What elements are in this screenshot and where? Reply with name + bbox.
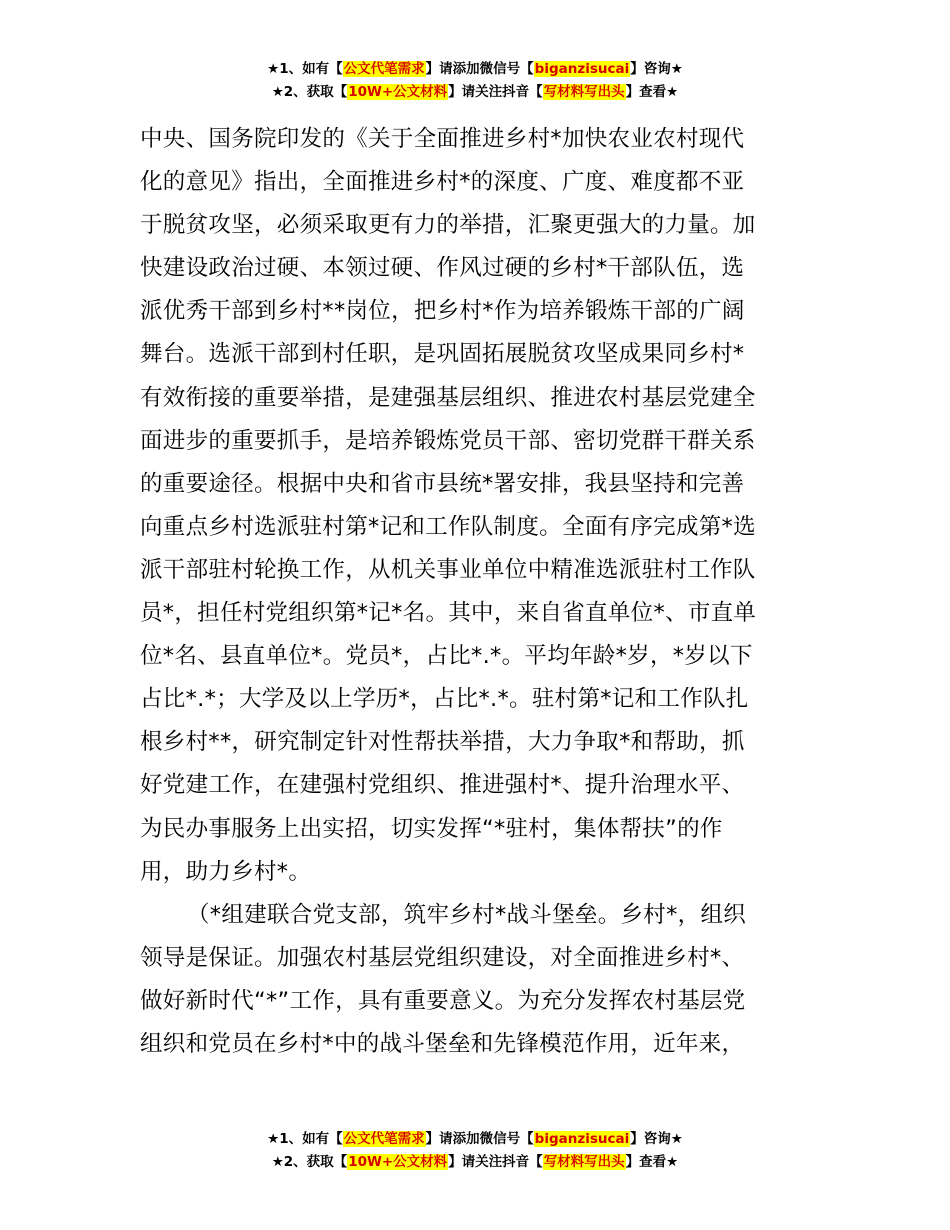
text-line: 化的意见》指出，全面推进乡村*的深度、广度、难度都不亚 (140, 169, 745, 196)
banner-suffix: 】咨询★ (630, 61, 683, 77)
text-line: 的重要途径。根据中央和省市县统*署安排，我县坚持和完善 (140, 470, 745, 497)
text-line: 中央、国务院印发的《关于全面推进乡村*加快农业农村现代 (140, 126, 745, 152)
materials-highlight: 10W+公文材料 (348, 1154, 448, 1170)
wechat-id-highlight: biganzisucai (534, 1131, 630, 1147)
text-line: 有效衔接的重要举措，是建强基层组织、推进农村基层党建全 (140, 384, 756, 411)
text-line: 员*，担任村党组织第*记*名。其中，来自省直单位*、市直单 (140, 600, 757, 627)
banner-middle: 】请关注抖音【 (448, 84, 543, 100)
text-line: 向重点乡村选派驻村第*记和工作队制度。全面有序完成第*选 (140, 513, 756, 540)
footer-line-2 (0, 1151, 950, 1174)
banner-prefix: ★1、如有【 (267, 1131, 343, 1147)
text-line: 派优秀干部到乡村**岗位，把乡村*作为培养锻炼干部的广阔 (140, 298, 745, 325)
banner-prefix: ★1、如有【 (267, 61, 343, 77)
footer-banner (0, 1128, 950, 1174)
text-line: 组织和党员在乡村*中的战斗堡垒和先锋模范作用，近年来， (140, 1030, 745, 1057)
banner-suffix: 】咨询★ (630, 1131, 683, 1147)
service-highlight: 公文代笔需求 (343, 1131, 425, 1147)
text-line: （*组建联合党支部，筑牢乡村*战斗堡垒。乡村*，组织 (187, 901, 747, 928)
banner-suffix: 】查看★ (625, 84, 679, 100)
text-line: 面进步的重要抓手，是培养锻炼党员干部、密切党群干群关系 (140, 427, 756, 454)
footer-line-1 (0, 1128, 950, 1151)
douyin-account-highlight: 写材料写出头 (543, 1154, 625, 1170)
text-line: 派干部驻村轮换工作，从机关事业单位中精准选派驻村工作队 (140, 556, 756, 583)
banner-middle: 】请添加微信号【 (425, 61, 534, 77)
text-line: 做好新时代“*”工作，具有重要意义。为充分发挥农村基层党 (140, 987, 746, 1014)
banner-prefix: ★2、获取【 (271, 1154, 348, 1170)
text-line: 舞台。选派干部到村任职，是巩固拓展脱贫攻坚成果同乡村* (140, 341, 745, 368)
text-line: 用，助力乡村*。 (140, 858, 312, 885)
text-line: 快建设政治过硬、本领过硬、作风过硬的乡村*干部队伍，选 (140, 255, 745, 282)
wechat-id-highlight: biganzisucai (534, 61, 630, 77)
banner-middle: 】请添加微信号【 (425, 1131, 534, 1147)
paragraph-1 (140, 118, 812, 894)
header-line-1 (0, 58, 950, 81)
text-line: 根乡村**，研究制定针对性帮扶举措，大力争取*和帮助，抓 (140, 729, 745, 756)
text-line: 位*名、县直单位*。党员*，占比*.*。平均年龄*岁，*岁以下 (140, 643, 753, 670)
document-body (140, 118, 812, 1066)
header-line-2 (0, 81, 950, 104)
text-line: 领导是保证。加强农村基层党组织建设，对全面推进乡村*、 (140, 944, 745, 971)
text-line: 好党建工作，在建强村党组织、推进强村*、提升治理水平、 (140, 772, 745, 799)
text-line: 占比*.*；大学及以上学历*，占比*.*。驻村第*记和工作队扎 (140, 686, 749, 713)
banner-middle: 】请关注抖音【 (448, 1154, 543, 1170)
text-line: 于脱贫攻坚，必须采取更有力的举措，汇聚更强大的力量。加 (140, 212, 756, 239)
douyin-account-highlight: 写材料写出头 (543, 84, 625, 100)
banner-prefix: ★2、获取【 (271, 84, 348, 100)
paragraph-2 (140, 894, 812, 1066)
header-banner (0, 58, 950, 104)
text-line: 为民办事服务上出实招，切实发挥“*驻村，集体帮扶”的作 (140, 815, 723, 842)
materials-highlight: 10W+公文材料 (348, 84, 448, 100)
banner-suffix: 】查看★ (625, 1154, 679, 1170)
service-highlight: 公文代笔需求 (343, 61, 425, 77)
